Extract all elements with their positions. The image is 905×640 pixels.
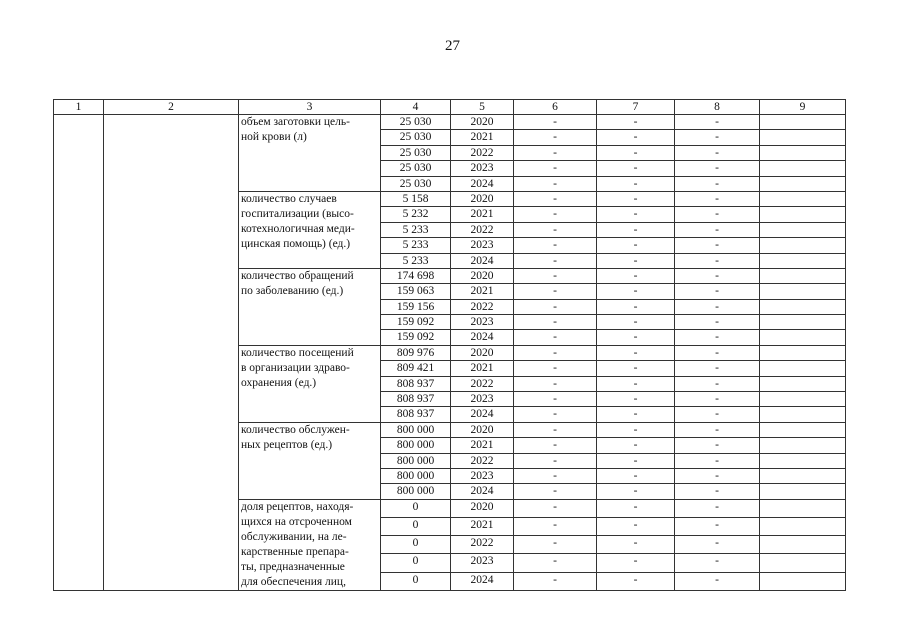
indicator-value: 5 233: [381, 222, 451, 237]
dash-cell: -: [597, 468, 675, 483]
indicator-label: количество случаев госпитализации (высо- котехнологичная меди- цинская помощь) (ед.): [239, 191, 381, 268]
dash-cell: -: [514, 145, 597, 160]
indicator-year: 2021: [451, 284, 514, 299]
indicator-label: доля рецептов, находя- щихся на отсроченном обслуживании, на ле- карственные препара- ты, предназначенные для обеспечения лиц,: [239, 499, 381, 590]
dash-cell: -: [514, 268, 597, 283]
column-header: 8: [675, 100, 760, 115]
col9-cell: [760, 422, 846, 437]
indicator-label: объем заготовки цель- ной крови (л): [239, 115, 381, 192]
indicator-value: 25 030: [381, 161, 451, 176]
indicator-year: 2021: [451, 130, 514, 145]
dash-cell: -: [514, 315, 597, 330]
dash-cell: -: [675, 468, 760, 483]
dash-cell: -: [597, 130, 675, 145]
dash-cell: -: [597, 453, 675, 468]
dash-cell: -: [675, 284, 760, 299]
col9-cell: [760, 284, 846, 299]
dash-cell: -: [514, 345, 597, 360]
dash-cell: -: [514, 572, 597, 590]
indicators-table: [53, 99, 846, 591]
col9-cell: [760, 438, 846, 453]
col9-cell: [760, 330, 846, 345]
column-header: 1: [54, 100, 104, 115]
dash-cell: -: [675, 517, 760, 535]
dash-cell: -: [597, 253, 675, 268]
dash-cell: -: [597, 299, 675, 314]
indicator-value: 808 937: [381, 407, 451, 422]
indicator-year: 2020: [451, 268, 514, 283]
indicator-year: 2021: [451, 438, 514, 453]
indicator-year: 2020: [451, 115, 514, 130]
indicator-value: 159 092: [381, 330, 451, 345]
dash-cell: -: [514, 161, 597, 176]
dash-cell: -: [675, 361, 760, 376]
indicator-year: 2024: [451, 253, 514, 268]
indicator-year: 2021: [451, 207, 514, 222]
dash-cell: -: [514, 115, 597, 130]
dash-cell: -: [675, 268, 760, 283]
column-header: 5: [451, 100, 514, 115]
dash-cell: -: [675, 438, 760, 453]
table-row: [54, 115, 846, 130]
indicator-year: 2024: [451, 484, 514, 499]
dash-cell: -: [514, 407, 597, 422]
dash-cell: -: [597, 145, 675, 160]
dash-cell: -: [514, 536, 597, 554]
col9-cell: [760, 407, 846, 422]
indicator-year: 2022: [451, 222, 514, 237]
indicator-value: 174 698: [381, 268, 451, 283]
indicator-label: количество обслужен- ных рецептов (ед.): [239, 422, 381, 499]
indicator-value: 25 030: [381, 176, 451, 191]
dash-cell: -: [675, 176, 760, 191]
indicator-year: 2022: [451, 145, 514, 160]
dash-cell: -: [597, 176, 675, 191]
indicator-year: 2023: [451, 468, 514, 483]
indicator-value: 809 421: [381, 361, 451, 376]
col9-cell: [760, 554, 846, 572]
indicator-year: 2020: [451, 345, 514, 360]
col9-cell: [760, 499, 846, 517]
indicator-year: 2022: [451, 453, 514, 468]
dash-cell: -: [514, 130, 597, 145]
dash-cell: -: [597, 115, 675, 130]
indicator-year: 2022: [451, 376, 514, 391]
dash-cell: -: [675, 376, 760, 391]
indicator-value: 808 937: [381, 392, 451, 407]
dash-cell: -: [514, 222, 597, 237]
col9-cell: [760, 453, 846, 468]
dash-cell: -: [675, 299, 760, 314]
indicator-value: 5 232: [381, 207, 451, 222]
dash-cell: -: [514, 238, 597, 253]
col9-cell: [760, 315, 846, 330]
indicator-year: 2024: [451, 330, 514, 345]
column-header: 9: [760, 100, 846, 115]
dash-cell: -: [514, 253, 597, 268]
dash-cell: -: [597, 554, 675, 572]
dash-cell: -: [597, 284, 675, 299]
dash-cell: -: [675, 145, 760, 160]
dash-cell: -: [597, 392, 675, 407]
dash-cell: -: [597, 161, 675, 176]
col9-cell: [760, 130, 846, 145]
indicator-year: 2023: [451, 161, 514, 176]
dash-cell: -: [514, 299, 597, 314]
indicator-year: 2021: [451, 361, 514, 376]
indicator-year: 2024: [451, 572, 514, 590]
indicator-year: 2021: [451, 517, 514, 535]
dash-cell: -: [597, 422, 675, 437]
indicator-value: 809 976: [381, 345, 451, 360]
col9-cell: [760, 207, 846, 222]
dash-cell: -: [675, 315, 760, 330]
column-header: 7: [597, 100, 675, 115]
dash-cell: -: [597, 330, 675, 345]
dash-cell: -: [675, 392, 760, 407]
col9-cell: [760, 468, 846, 483]
dash-cell: -: [675, 499, 760, 517]
indicator-value: 800 000: [381, 468, 451, 483]
column-header: 4: [381, 100, 451, 115]
indicator-value: 159 156: [381, 299, 451, 314]
indicator-label: количество посещений в организации здраво- охранения (ед.): [239, 345, 381, 422]
col2-cell: [104, 115, 239, 591]
dash-cell: -: [514, 376, 597, 391]
indicator-value: 808 937: [381, 376, 451, 391]
indicator-year: 2023: [451, 554, 514, 572]
dash-cell: -: [675, 345, 760, 360]
dash-cell: -: [675, 222, 760, 237]
dash-cell: -: [597, 268, 675, 283]
dash-cell: -: [514, 191, 597, 206]
dash-cell: -: [514, 453, 597, 468]
col9-cell: [760, 361, 846, 376]
indicator-year: 2022: [451, 536, 514, 554]
dash-cell: -: [597, 361, 675, 376]
dash-cell: -: [514, 484, 597, 499]
indicator-value: 5 233: [381, 253, 451, 268]
dash-cell: -: [675, 207, 760, 222]
header-row: [54, 100, 846, 115]
col1-cell: [54, 115, 104, 591]
indicator-value: 800 000: [381, 484, 451, 499]
dash-cell: -: [675, 572, 760, 590]
indicator-year: 2024: [451, 407, 514, 422]
dash-cell: -: [675, 554, 760, 572]
indicator-value: 800 000: [381, 438, 451, 453]
indicator-year: 2020: [451, 422, 514, 437]
col9-cell: [760, 222, 846, 237]
dash-cell: -: [597, 376, 675, 391]
dash-cell: -: [675, 130, 760, 145]
dash-cell: -: [597, 438, 675, 453]
dash-cell: -: [514, 422, 597, 437]
dash-cell: -: [675, 191, 760, 206]
indicator-year: 2023: [451, 392, 514, 407]
col9-cell: [760, 484, 846, 499]
dash-cell: -: [597, 191, 675, 206]
dash-cell: -: [675, 115, 760, 130]
dash-cell: -: [597, 499, 675, 517]
dash-cell: -: [514, 517, 597, 535]
dash-cell: -: [675, 238, 760, 253]
indicator-label: количество обращений по заболеванию (ед.): [239, 268, 381, 345]
indicator-year: 2020: [451, 499, 514, 517]
dash-cell: -: [675, 161, 760, 176]
col9-cell: [760, 176, 846, 191]
col9-cell: [760, 268, 846, 283]
dash-cell: -: [675, 330, 760, 345]
indicator-value: 159 092: [381, 315, 451, 330]
col9-cell: [760, 238, 846, 253]
dash-cell: -: [597, 484, 675, 499]
dash-cell: -: [597, 315, 675, 330]
dash-cell: -: [597, 207, 675, 222]
col9-cell: [760, 345, 846, 360]
indicator-value: 5 158: [381, 191, 451, 206]
indicator-year: 2023: [451, 315, 514, 330]
dash-cell: -: [514, 468, 597, 483]
indicator-year: 2024: [451, 176, 514, 191]
dash-cell: -: [514, 499, 597, 517]
col9-cell: [760, 376, 846, 391]
column-header: 3: [239, 100, 381, 115]
indicator-year: 2020: [451, 191, 514, 206]
indicator-value: 25 030: [381, 145, 451, 160]
col9-cell: [760, 161, 846, 176]
dash-cell: -: [675, 453, 760, 468]
indicator-value: 25 030: [381, 130, 451, 145]
dash-cell: -: [514, 392, 597, 407]
dash-cell: -: [514, 330, 597, 345]
col9-cell: [760, 392, 846, 407]
dash-cell: -: [675, 407, 760, 422]
col9-cell: [760, 115, 846, 130]
dash-cell: -: [675, 484, 760, 499]
col9-cell: [760, 253, 846, 268]
page-number: 27: [445, 38, 460, 54]
column-header: 6: [514, 100, 597, 115]
indicator-value: 0: [381, 554, 451, 572]
dash-cell: -: [675, 422, 760, 437]
indicator-value: 800 000: [381, 422, 451, 437]
indicator-value: 5 233: [381, 238, 451, 253]
col9-cell: [760, 536, 846, 554]
dash-cell: -: [597, 517, 675, 535]
dash-cell: -: [597, 238, 675, 253]
col9-cell: [760, 299, 846, 314]
column-header: 2: [104, 100, 239, 115]
dash-cell: -: [675, 536, 760, 554]
dash-cell: -: [597, 345, 675, 360]
dash-cell: -: [514, 438, 597, 453]
indicator-value: 0: [381, 572, 451, 590]
dash-cell: -: [514, 361, 597, 376]
dash-cell: -: [514, 284, 597, 299]
indicator-year: 2022: [451, 299, 514, 314]
dash-cell: -: [597, 407, 675, 422]
indicator-year: 2023: [451, 238, 514, 253]
indicator-value: 0: [381, 499, 451, 517]
indicator-value: 0: [381, 536, 451, 554]
dash-cell: -: [597, 536, 675, 554]
indicator-value: 25 030: [381, 115, 451, 130]
dash-cell: -: [597, 222, 675, 237]
indicator-value: 0: [381, 517, 451, 535]
col9-cell: [760, 517, 846, 535]
col9-cell: [760, 145, 846, 160]
dash-cell: -: [514, 554, 597, 572]
dash-cell: -: [675, 253, 760, 268]
dash-cell: -: [514, 207, 597, 222]
col9-cell: [760, 572, 846, 590]
indicator-value: 159 063: [381, 284, 451, 299]
indicator-value: 800 000: [381, 453, 451, 468]
dash-cell: -: [597, 572, 675, 590]
dash-cell: -: [514, 176, 597, 191]
col9-cell: [760, 191, 846, 206]
